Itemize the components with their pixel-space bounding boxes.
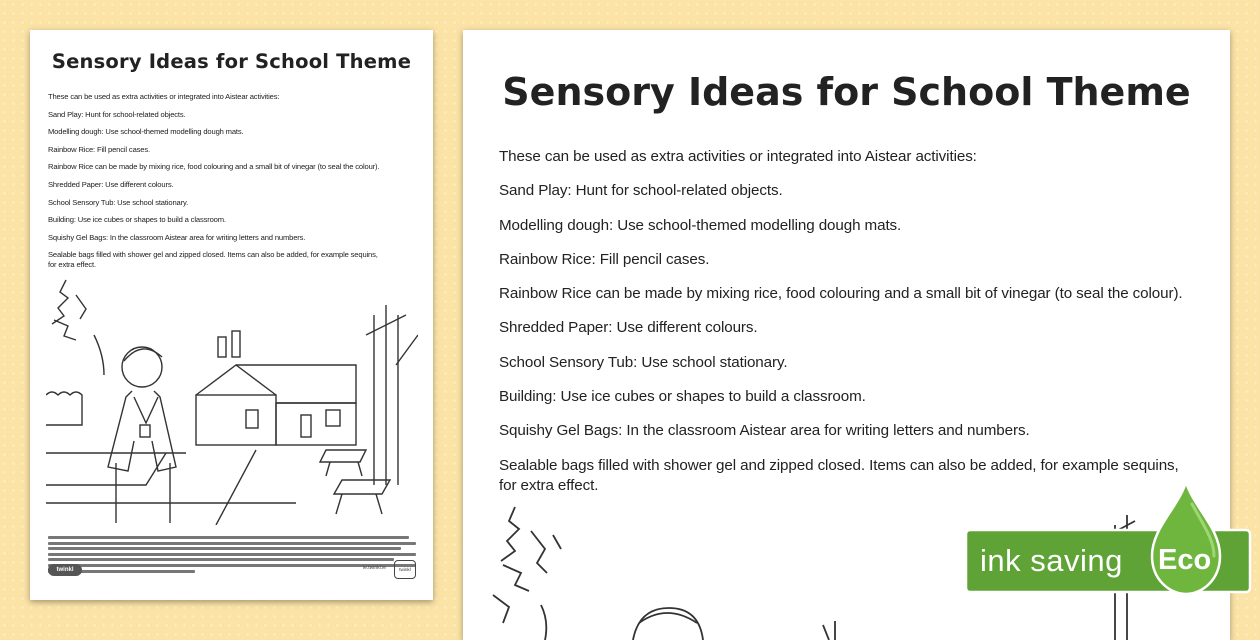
thumbnail-line: Rainbow Rice can be made by mixing rice, food colouring and a small bit of vinegar (to seal the colour).: [48, 162, 380, 172]
preview-line: Shredded Paper: Use different colours.: [499, 319, 758, 337]
ink-saving-eco-badge: [966, 480, 1256, 595]
thumbnail-line: Building: Use ice cubes or shapes to build a classroom.: [48, 215, 226, 225]
preview-line: Sand Play: Hunt for school-related objects.: [499, 182, 783, 200]
thumbnail-line: Sand Play: Hunt for school-related objects.: [48, 109, 186, 119]
preview-text-block: [499, 147, 1214, 510]
school-playground-illustration: [46, 275, 418, 525]
thumbnail-footer-code: ie.twinkl.ie: [363, 565, 387, 571]
thumbnail-line: Sealable bags filled with shower gel and zipped closed. Items can also be added, for example sequins,: [48, 250, 378, 260]
ink-saving-label: ink saving: [980, 543, 1123, 578]
eco-label: Eco: [1158, 544, 1212, 576]
thumbnail-line: Modelling dough: Use school-themed modelling dough mats.: [48, 127, 244, 137]
preview-title: Sensory Ideas for School Theme: [502, 70, 1191, 114]
thumbnail-fine-print: [48, 536, 416, 575]
thumbnail-line: for extra effect.: [48, 260, 96, 270]
thumbnail-line: Rainbow Rice: Fill pencil cases.: [48, 144, 150, 154]
preview-line: Building: Use ice cubes or shapes to build a classroom.: [499, 388, 866, 406]
twinkl-logo: twinkl: [48, 564, 82, 576]
preview-line: School Sensory Tub: Use school stationary.: [499, 353, 788, 371]
thumbnail-footer-mark: twinkl: [394, 560, 416, 579]
preview-line: Rainbow Rice can be made by mixing rice, food colouring and a small bit of vinegar (to seal the colour).: [499, 285, 1183, 303]
thumbnail-line: School Sensory Tub: Use school stationary.: [48, 197, 189, 207]
thumbnail-title: Sensory Ideas for School Theme: [51, 50, 412, 73]
preview-line: Rainbow Rice: Fill pencil cases.: [499, 250, 710, 268]
thumbnail-text-block: [48, 92, 418, 278]
thumbnail-line: These can be used as extra activities or integrated into Aistear activities:: [48, 92, 280, 101]
thumbnail-line: Shredded Paper: Use different colours.: [48, 179, 174, 189]
preview-line: Sealable bags filled with shower gel and zipped closed. Items can also be added, for example sequins,: [499, 456, 1179, 474]
preview-line: These can be used as extra activities or integrated into Aistear activities:: [499, 148, 977, 165]
preview-line: Squishy Gel Bags: In the classroom Aistear area for writing letters and numbers.: [499, 422, 1030, 440]
preview-line: for extra effect.: [499, 476, 599, 494]
thumbnail-line: Squishy Gel Bags: In the classroom Aistear area for writing letters and numbers.: [48, 232, 306, 242]
thumbnail-page[interactable]: [30, 30, 433, 600]
preview-line: Modelling dough: Use school-themed modelling dough mats.: [499, 216, 902, 234]
